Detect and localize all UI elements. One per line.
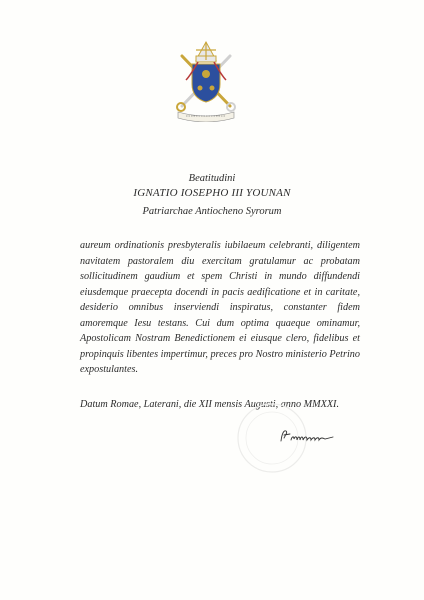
recipient-name: IGNATIO IOSEPHO III YOUNAN: [133, 187, 291, 199]
recipient-title: Patriarchae Antiocheno Syrorum: [142, 206, 282, 217]
handwritten-signature-icon: [278, 427, 336, 445]
papal-coat-of-arms-icon: [172, 36, 240, 122]
letter-dating: Datum Romae, Laterani, die XII mensis Augusti, anno MMXXI.: [80, 399, 339, 410]
letter-body-paragraph: aureum ordinationis presbyteralis iubilaeum celebranti, diligentem navitatem pastoralem diu exercitam gratulamur ac probatam sollicitudinem gaudium et spem Christi in mundo diffundendi eiusdemque praecepta docendi in pacis aedificatione et in caritate, desiderio omnibus inserviendi inspiratus, constanter fidem amoremque Iesu testans. Cui dum optima quaeque ominamur, Apostolicam Nostram Benedictionem ei eiusque clero, fidelibus et propinquis libentes impertimur, preces pro Nostro ministerio Petrino expostulantes.: [80, 240, 360, 375]
salutation: Beatitudini: [188, 173, 236, 184]
letter-body: [80, 238, 360, 378]
